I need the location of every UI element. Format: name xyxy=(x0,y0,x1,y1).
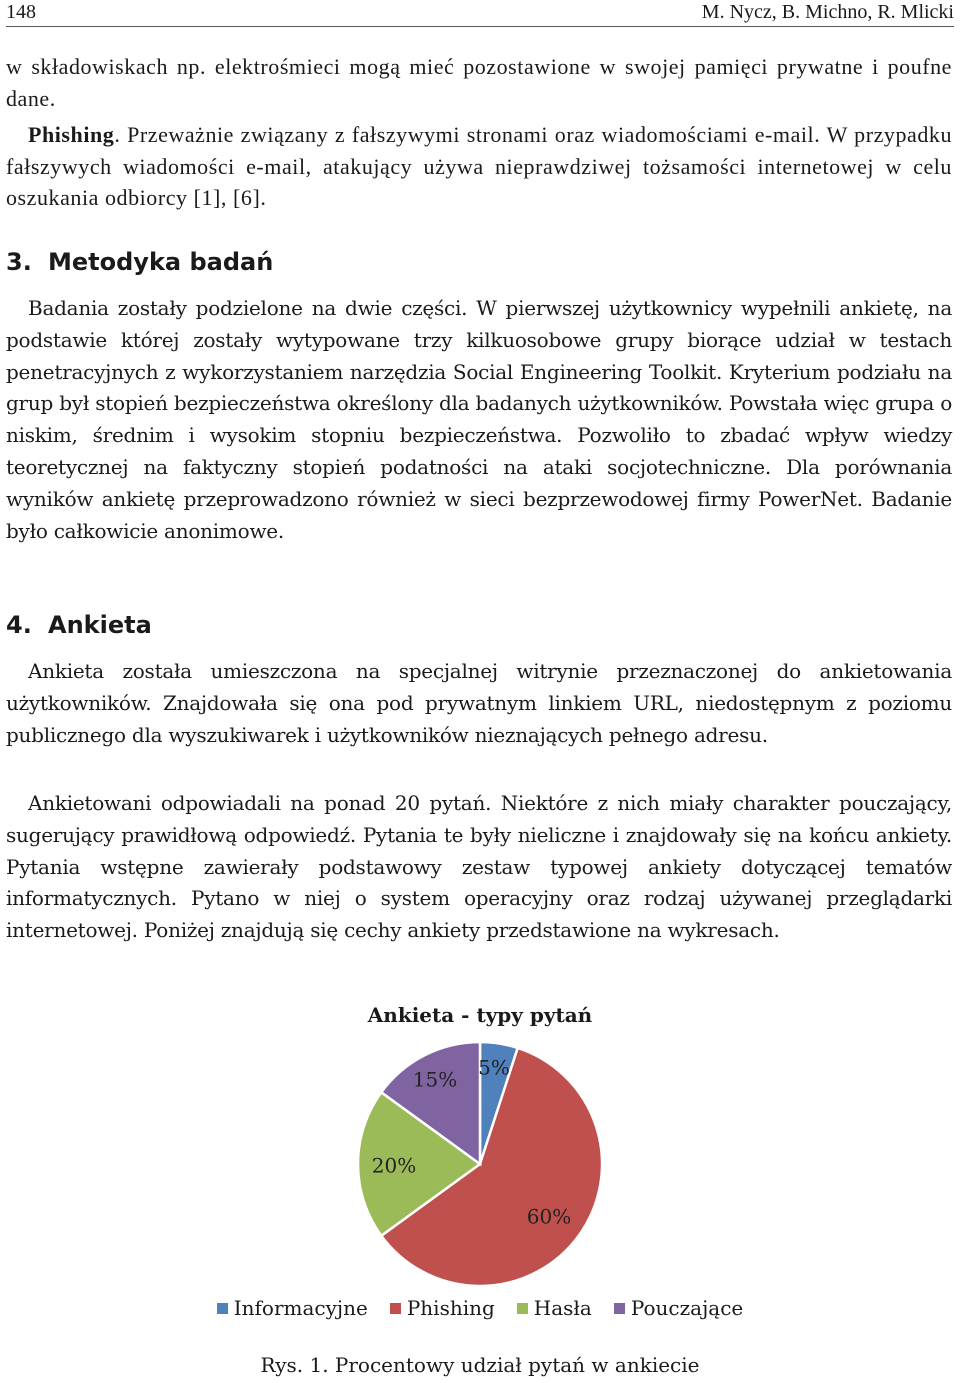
section-4-paragraph-2: Ankietowani odpowiadali na ponad 20 pytań. Niektóre z nich miały charakter pouczający, sugerujący prawidłową odpowiedź. Pytania te były nieliczne i znajdowały się na końcu ankiety. Pytania wstępne zawierały podstawowy zestaw typowej ankiety dotyczącej tematów informatycznych. Pytano w niej o system operacyjny oraz rodzaj używanej przeglądarki internetowej. Poniżej znajdują się cechy ankiety przedstawione na wykresach. xyxy=(6,791,952,943)
section-3-number: 3. xyxy=(6,248,32,276)
page-number: 148 xyxy=(6,1,36,23)
legend-label-informacyjne: Informacyjne xyxy=(233,1296,368,1320)
legend-swatch-pouczajace xyxy=(614,1303,625,1314)
running-header-authors: M. Nycz, B. Michno, R. Mlicki xyxy=(701,1,954,23)
section-4-paragraph-1: Ankieta została umieszczona na specjalnej witrynie przeznaczonej do ankietowania użytkowników. Znajdowała się ona pod prywatnym linkiem URL, niedostępnym z poziomu publicznego dla wyszukiwarek i użytkowników nieznających pełnego adresu. xyxy=(6,659,952,747)
chart-title: Ankieta - typy pytań xyxy=(367,1003,593,1027)
legend-item-phishing xyxy=(390,1296,495,1320)
legend-label-pouczajace: Pouczające xyxy=(630,1296,744,1320)
chart-legend xyxy=(0,1296,960,1320)
section-3-title: Metodyka badań xyxy=(48,248,274,276)
intro-continuation-paragraph: w składowiskach np. elektrośmieci mogą mieć pozostawione w swojej pamięci prywatne i poufne dane. xyxy=(6,54,952,111)
phishing-term: Phishing xyxy=(28,122,115,147)
section-4-number: 4. xyxy=(6,611,32,639)
data-label-pouczajace: 15% xyxy=(412,1067,458,1092)
figure-caption: Rys. 1. Procentowy udział pytań w ankiecie xyxy=(260,1353,700,1377)
legend-label-phishing: Phishing xyxy=(406,1296,495,1320)
legend-item-informacyjne xyxy=(217,1296,368,1320)
data-label-hasla: 20% xyxy=(371,1153,417,1178)
legend-item-hasla xyxy=(517,1296,592,1320)
data-label-informacyjne: 5% xyxy=(478,1055,510,1080)
section-3-paragraph: Badania zostały podzielone na dwie części. W pierwszej użytkownicy wypełnili ankietę, na podstawie której zostały wytypowane trzy kilkuosobowe grupy biorące udział w testach penetracyjnych z wykorzystaniem narzędzia Social Engineering Toolkit. Kryterium podziału na grup był stopień bezpieczeństwa określony dla badanych użytkowników. Powstała więc grupa o niskim, średnim i wysokim stopniu bezpieczeństwa. Pozwoliło to zbadać wpływ wiedzy teoretycznej na faktyczny stopień podatności na ataki socjotechniczne. Dla porównania wyników ankietę przeprowadzono również w sieci bezprzewodowej firmy PowerNet. Badanie było całkowicie anonimowe. xyxy=(6,296,952,543)
legend-swatch-hasla xyxy=(517,1303,528,1314)
legend-item-pouczajace xyxy=(614,1296,743,1320)
legend-swatch-informacyjne xyxy=(217,1303,228,1314)
section-4-title: Ankieta xyxy=(48,611,152,639)
phishing-text: . Przeważnie związany z fałszywymi stronami oraz wiadomościami e-mail. W przypadku fałszywych wiadomości e-mail, atakujący używa nieprawdziwej tożsamości internetowej w celu oszukania odbiorcy [1], [6]. xyxy=(6,122,952,210)
legend-label-hasla: Hasła xyxy=(533,1296,592,1320)
data-label-phishing: 60% xyxy=(526,1204,572,1229)
legend-swatch-phishing xyxy=(390,1303,401,1314)
